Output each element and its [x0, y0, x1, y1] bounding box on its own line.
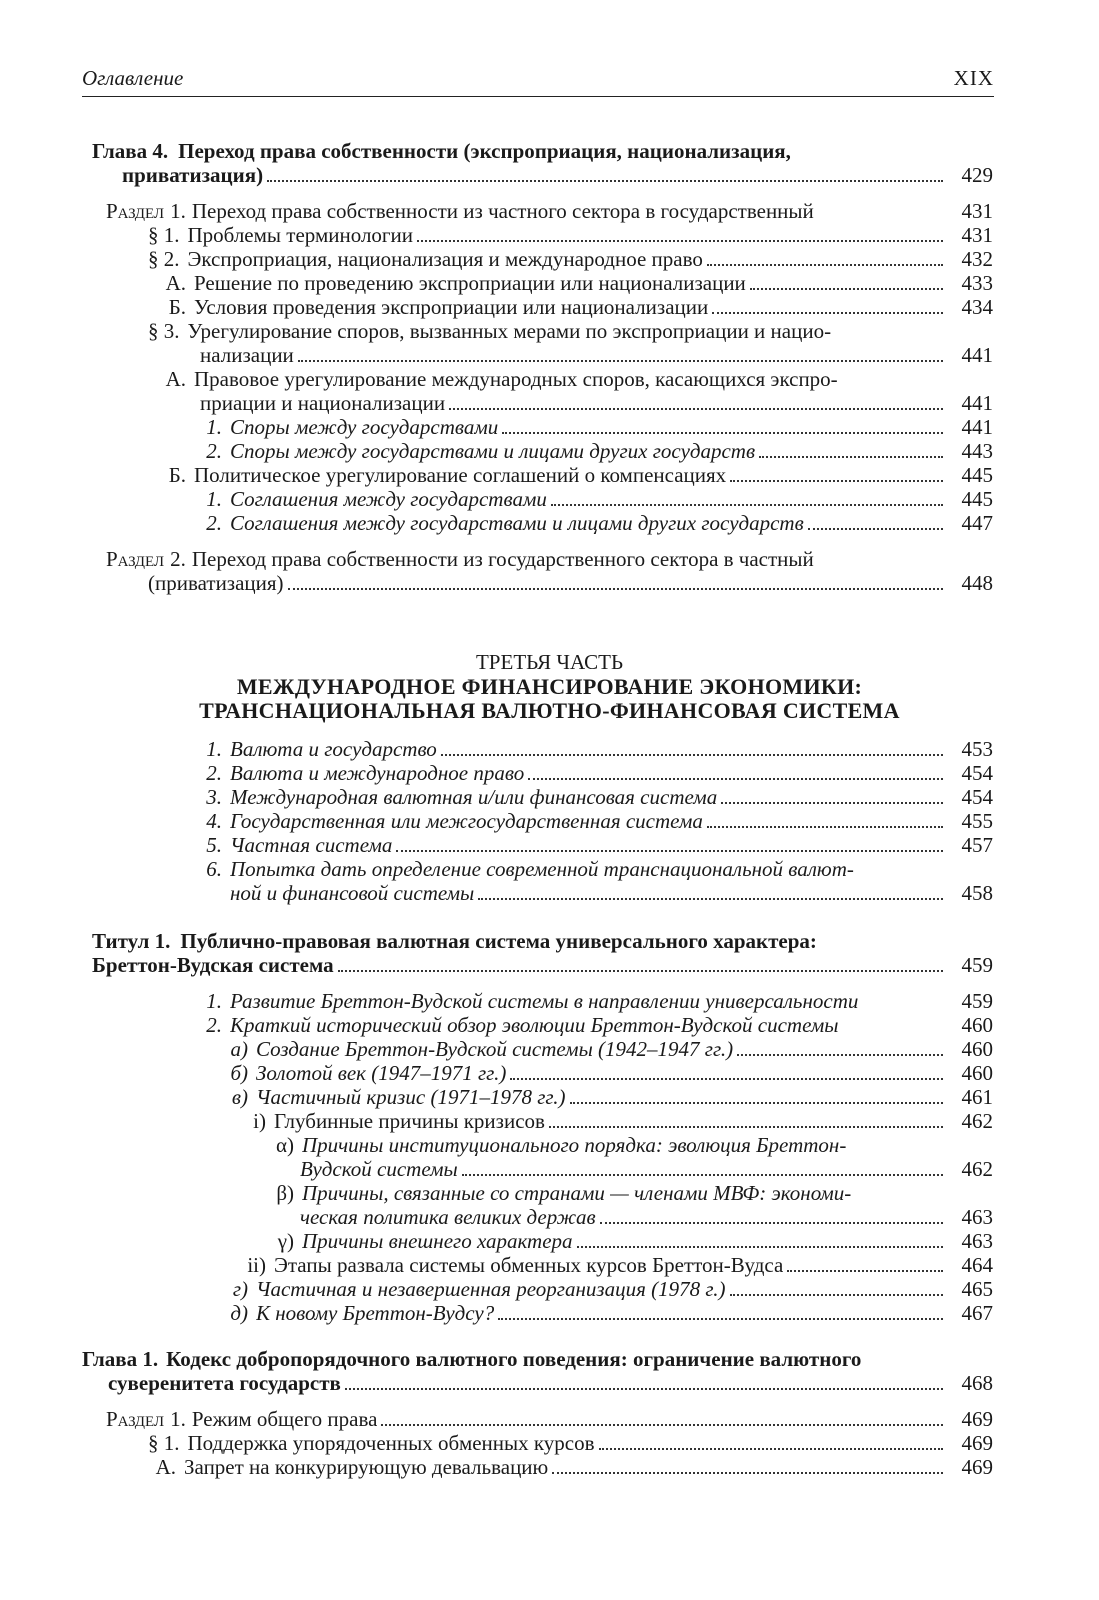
toc-para-3-line2[interactable]: нализации 441 — [200, 343, 993, 367]
dot-leader — [267, 180, 943, 182]
toc-t1-2g[interactable]: г) Частичная и незавершенная реорганизация (1978 г.) 465 — [232, 1277, 993, 1301]
page-ref: 465 — [961, 1277, 993, 1301]
page-ref: 459 — [961, 953, 993, 977]
dot-leader — [441, 754, 943, 756]
page-ref: 443 — [961, 439, 993, 463]
page-ref: 454 — [961, 761, 993, 785]
toc-intro-3[interactable]: 3. Международная валютная и/или финансовая система 454 — [206, 785, 993, 809]
dot-leader — [396, 850, 943, 852]
toc-chapter-1-line1: Глава 1. Кодекс добропорядочного валютного поведения: ограничение валютного — [82, 1347, 862, 1371]
toc-section-2-line1: Раздел 2. Переход права собственности из государственного сектора в частный — [106, 547, 814, 571]
page-ref: 460 — [961, 1013, 993, 1037]
page-ref: 469 — [961, 1455, 993, 1479]
toc-subitem-a2-2[interactable]: 2. Споры между государствами и лицами других государств 443 — [206, 439, 993, 463]
dot-leader — [600, 1222, 943, 1224]
dot-leader — [288, 588, 943, 590]
toc-t1-beta-line2[interactable]: ческая политика великих держав 463 — [300, 1205, 993, 1229]
toc-intro-2[interactable]: 2. Валюта и международное право 454 — [206, 761, 993, 785]
toc-t1-1[interactable]: 1. Развитие Бреттон-Вудской системы в направлении универсальности 459 — [206, 989, 993, 1013]
toc-t1-2v[interactable]: в) Частичный кризис (1971–1978 гг.) 461 — [231, 1085, 993, 1109]
page-ref: 448 — [961, 571, 993, 595]
toc-t1-2b[interactable]: б) Золотой век (1947–1971 гг.) 460 — [230, 1061, 993, 1085]
dot-leader — [502, 432, 943, 434]
part-title-line2: ТРАНСНАЦИОНАЛЬНАЯ ВАЛЮТНО-ФИНАНСОВАЯ СИСТЕМА — [199, 698, 900, 723]
toc-para-3-line1: § 3. Урегулирование споров, вызванных мерами по экспроприации и нацио- — [148, 319, 832, 343]
page-ref: 462 — [961, 1109, 993, 1133]
toc-ch1-para-1[interactable]: § 1. Поддержка упорядоченных обменных курсов 469 — [148, 1431, 993, 1455]
toc-section-2-line2[interactable]: (приватизация) 448 — [148, 571, 993, 595]
toc-t1-2v-i[interactable]: i) Глубинные причины кризисов 462 — [253, 1109, 993, 1133]
toc-chapter-4-line2[interactable]: приватизация) 429 — [122, 163, 993, 187]
toc-chapter-1-line2[interactable]: суверенитета государств 468 — [108, 1371, 993, 1395]
page-ref: 429 — [961, 163, 993, 187]
page-ref: 454 — [961, 785, 993, 809]
dot-leader — [707, 264, 943, 266]
toc-item-a[interactable]: А. Решение по проведению экспроприации или национализации 433 — [165, 271, 993, 295]
dot-leader — [808, 528, 943, 530]
page-ref: 445 — [961, 487, 993, 511]
toc-subitem-b2-1[interactable]: 1. Соглашения между государствами 445 — [206, 487, 993, 511]
page-ref: 431 — [961, 223, 993, 247]
toc-t1-alpha-line2[interactable]: Вудской системы 462 — [300, 1157, 993, 1181]
toc-t1-2v-ii[interactable]: ii) Этапы развала системы обменных курсов Бреттон-Вудса 464 — [247, 1253, 993, 1277]
page-ref: 453 — [961, 737, 993, 761]
page-ref: 464 — [961, 1253, 993, 1277]
page-ref: 469 — [961, 1407, 993, 1431]
page-ref: 463 — [961, 1229, 993, 1253]
dot-leader — [759, 456, 943, 458]
dot-leader — [528, 778, 943, 780]
dot-leader — [338, 970, 943, 972]
dot-leader — [298, 360, 943, 362]
toc-item-a2-line2[interactable]: приации и национализации 441 — [200, 391, 993, 415]
dot-leader — [577, 1246, 943, 1248]
page-ref: 434 — [961, 295, 993, 319]
toc-chapter-4-line1: Глава 4. Переход права собственности (экспроприация, национализация, — [92, 139, 791, 163]
toc-item-b[interactable]: Б. Условия проведения экспроприации или национализации 434 — [168, 295, 993, 319]
dot-leader — [552, 1472, 943, 1474]
dot-leader — [712, 312, 943, 314]
part-title-line1: МЕЖДУНАРОДНОЕ ФИНАНСИРОВАНИЕ ЭКОНОМИКИ: — [236, 674, 863, 699]
toc-t1-2d[interactable]: д) К новому Бреттон-Вудсу? 467 — [230, 1301, 993, 1325]
toc-intro-1[interactable]: 1. Валюта и государство 453 — [206, 737, 993, 761]
dot-leader — [707, 826, 943, 828]
dot-leader — [737, 1054, 943, 1056]
toc-item-a2-line1: А. Правовое урегулирование международных споров, касающихся экспро- — [165, 367, 838, 391]
page-ref: 457 — [961, 833, 993, 857]
toc-t1-beta-line1: β) Причины, связанные со странами — членами МВФ: экономи- — [276, 1181, 852, 1205]
page-ref: 441 — [961, 391, 993, 415]
toc-subitem-b2-2[interactable]: 2. Соглашения между государствами и лицами других государств 447 — [206, 511, 993, 535]
page-ref: 455 — [961, 809, 993, 833]
page-ref: 445 — [961, 463, 993, 487]
toc-intro-6-line1: 6. Попытка дать определение современной транснациональной валют- — [206, 857, 854, 881]
dot-leader — [381, 1424, 943, 1426]
page-ref: 447 — [961, 511, 993, 535]
dot-leader — [551, 504, 943, 506]
page-ref: 431 — [961, 199, 993, 223]
page-ref: 469 — [961, 1431, 993, 1455]
toc-intro-4[interactable]: 4. Государственная или межгосударственная система 455 — [206, 809, 993, 833]
toc-ch1-item-a[interactable]: А. Запрет на конкурирующую девальвацию 469 — [155, 1455, 993, 1479]
toc-t1-2[interactable]: 2. Краткий исторический обзор эволюции Бреттон-Вудской системы 460 — [206, 1013, 993, 1037]
dot-leader — [510, 1078, 943, 1080]
dot-leader — [345, 1388, 943, 1390]
toc-title-1-line1: Титул 1. Публично-правовая валютная система универсального характера: — [92, 929, 817, 953]
part-label: ТРЕТЬЯ ЧАСТЬ — [475, 650, 624, 674]
page-ref: 460 — [961, 1061, 993, 1085]
toc-intro-5[interactable]: 5. Частная система 457 — [206, 833, 993, 857]
toc-t1-alpha-line1: α) Причины институционального порядка: эволюция Бреттон- — [276, 1133, 847, 1157]
toc-subitem-a2-1[interactable]: 1. Споры между государствами 441 — [206, 415, 993, 439]
page-ref: 432 — [961, 247, 993, 271]
dot-leader — [730, 1294, 943, 1296]
toc-item-b2[interactable]: Б. Политическое урегулирование соглашений о компенсациях 445 — [168, 463, 993, 487]
toc-intro-6-line2[interactable]: ной и финансовой системы 458 — [230, 881, 993, 905]
page-ref: 433 — [961, 271, 993, 295]
dot-leader — [498, 1318, 943, 1320]
dot-leader — [599, 1448, 943, 1450]
page-ref: 463 — [961, 1205, 993, 1229]
page-number-roman: XIX — [953, 66, 994, 90]
dot-leader — [549, 1126, 943, 1128]
toc-section-1[interactable]: Раздел 1. Переход права собственности из частного сектора в государственный 431 — [106, 199, 993, 223]
page-ref: 459 — [961, 989, 993, 1013]
dot-leader — [462, 1174, 943, 1176]
dot-leader — [750, 288, 943, 290]
page-ref: 458 — [961, 881, 993, 905]
toc-ch1-section-1[interactable]: Раздел 1. Режим общего права 469 — [106, 1407, 993, 1431]
page-ref: 462 — [961, 1157, 993, 1181]
dot-leader — [449, 408, 943, 410]
dot-leader — [730, 480, 943, 482]
toc-para-2[interactable]: § 2. Экспроприация, национализация и международное право 432 — [148, 247, 993, 271]
page-ref: 467 — [961, 1301, 993, 1325]
toc-title-1-line2[interactable]: Бреттон-Вудская система 459 — [92, 953, 993, 977]
toc-t1-2a[interactable]: а) Создание Бреттон-Вудской системы (1942–1947 гг.) 460 — [230, 1037, 993, 1061]
dot-leader — [787, 1270, 943, 1272]
page-ref: 461 — [961, 1085, 993, 1109]
dot-leader — [570, 1102, 943, 1104]
page-ref: 468 — [961, 1371, 993, 1395]
toc-para-1[interactable]: § 1. Проблемы терминологии 431 — [148, 223, 993, 247]
page-ref: 460 — [961, 1037, 993, 1061]
dot-leader — [478, 898, 943, 900]
toc-t1-gamma[interactable]: γ) Причины внешнего характера 463 — [277, 1229, 993, 1253]
dot-leader — [417, 240, 943, 242]
page-ref: 441 — [961, 343, 993, 367]
running-title: Оглавление — [82, 66, 184, 90]
running-header — [82, 66, 994, 97]
dot-leader — [721, 802, 943, 804]
page-ref: 441 — [961, 415, 993, 439]
